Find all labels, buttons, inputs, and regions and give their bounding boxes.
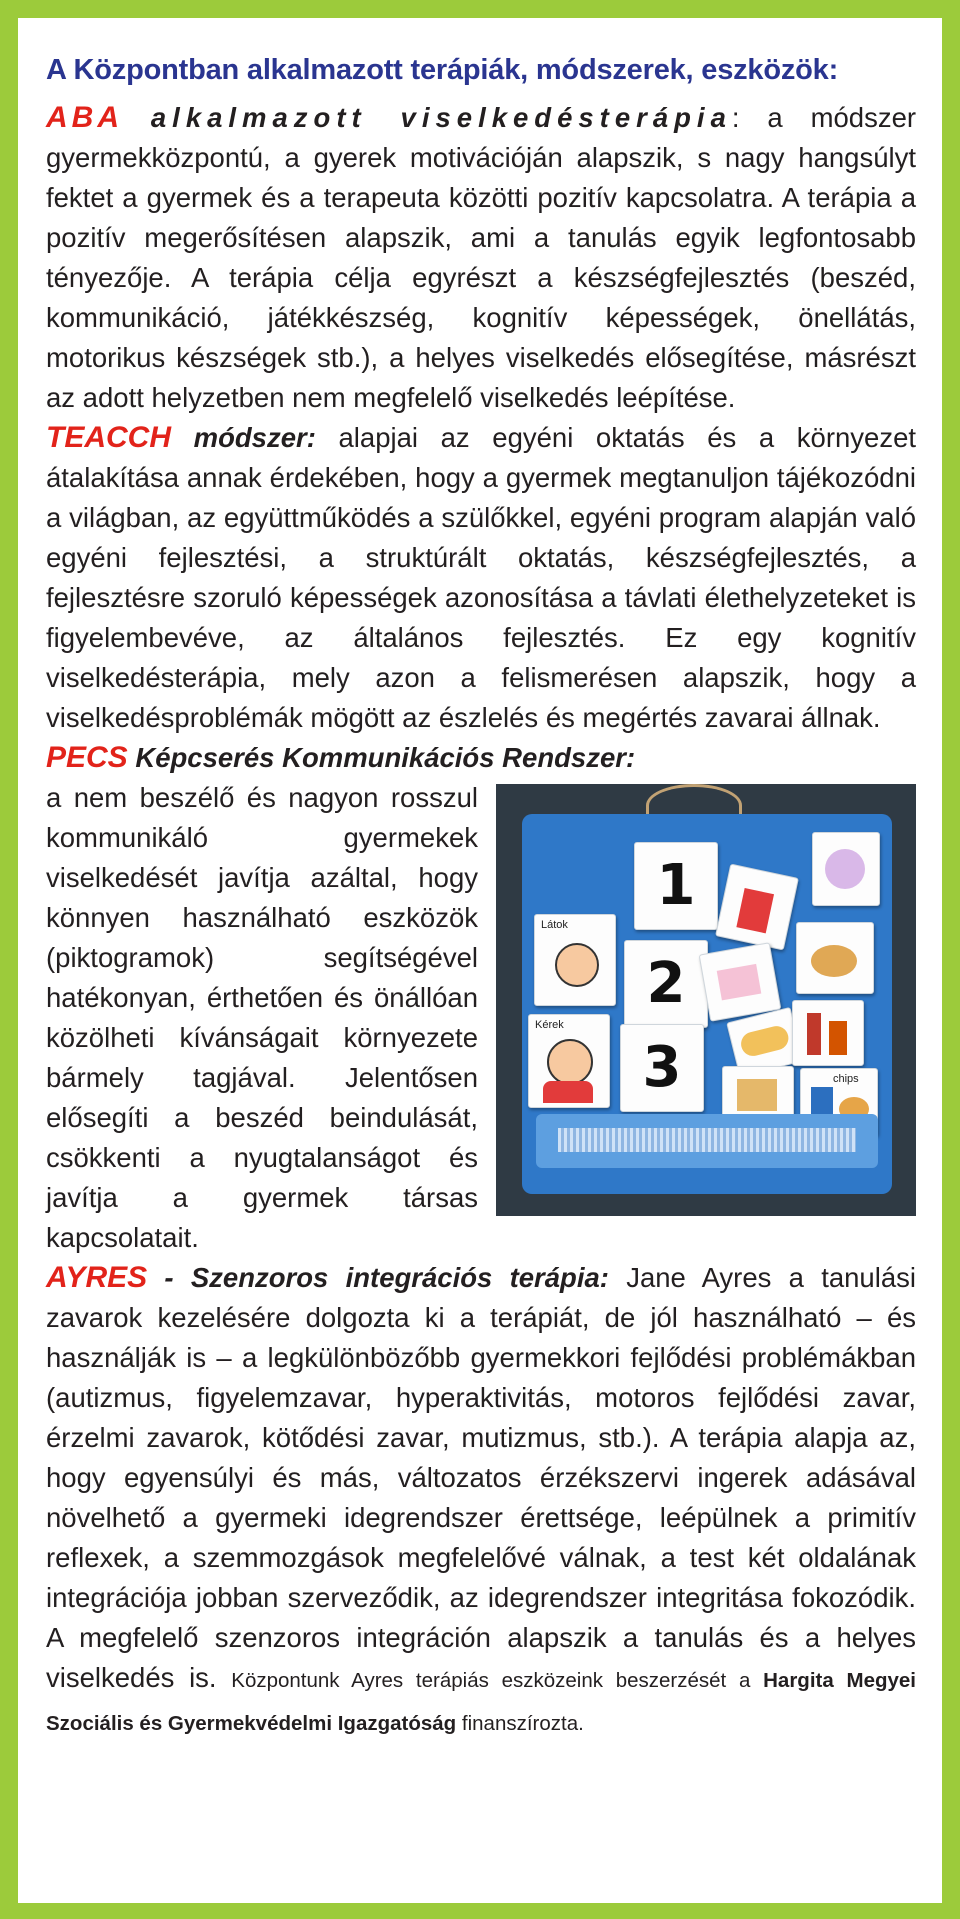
number-label-1: 1 <box>656 853 696 918</box>
ayres-subtitle: Szenzoros integrációs terápia: <box>190 1262 609 1293</box>
aba-section <box>46 98 916 418</box>
pecs-board-photo <box>496 784 916 1216</box>
pecs-paragraph <box>46 738 916 778</box>
cake-icon <box>717 964 762 1000</box>
ayres-dash: - <box>147 1262 191 1293</box>
velcro-strip <box>558 1128 856 1152</box>
biscuit-icon <box>811 945 857 977</box>
pecs-subtitle: Képcserés Kommunikációs Rendszer: <box>135 742 636 773</box>
ayres-text: Jane Ayres a tanulási zavarok kezelésére dolgozta ki a terápiát, de jól használható – és használják is – a legkülönbözőbb gyermekkori fejlődési problémákban (autizmus, figyelemzavar, hyperaktivitás, motoros fejlődési zavar, érzelmi zavarok, kötődési zavar, mutizmus, stb.). A terápia alapja az, hogy egyensúlyi és más, változatos érzékszervi ingerek adásával növelhető a gyermeki idegrendszer érettsége, leépülnek a primitív reflexek, a szemmozgások megfelelővé válnak, a test két oldalának integrációja jobban szerveződik, az idegrendszer integritása fokozódik. A megfelelő szenzoros integráción alapszik a tanulás és a helyes viselkedés is. <box>46 1262 916 1693</box>
cracker-icon <box>737 1079 777 1111</box>
funding-organization: Hargita Megyei Szociális és Gyermekvédelmi Igazgatóság <box>46 1669 916 1735</box>
number-card-2 <box>624 940 708 1028</box>
bottle-icon <box>807 1013 821 1055</box>
aba-subtitle: alkalmazott viselkedésterápia <box>150 102 732 133</box>
pictogram-card-drinks <box>792 1000 864 1066</box>
ayres-term: AYRES <box>46 1261 148 1294</box>
candy-icon <box>825 849 865 889</box>
number-card-1 <box>634 842 718 930</box>
footer-suffix: finanszírozta. <box>456 1712 584 1735</box>
pictogram-card-popcorn <box>715 864 799 951</box>
pictogram-card-biscuits <box>796 922 874 994</box>
pictogram-card-see <box>534 914 616 1006</box>
number-label-2: 2 <box>646 951 686 1016</box>
teacch-term: TEACCH <box>46 421 171 454</box>
aba-term: ABA <box>46 101 123 134</box>
pictogram-label-chips: chips <box>833 1073 859 1085</box>
teacch-section <box>46 418 916 738</box>
shirt-icon <box>543 1081 593 1103</box>
page-title: A Központban alkalmazott terápiák, módszerek, eszközök: <box>46 54 839 86</box>
pictogram-card-sweets <box>812 832 880 906</box>
popcorn-icon <box>736 888 774 933</box>
leaflet-page <box>18 18 942 1903</box>
pictogram-card-ask <box>528 1014 610 1108</box>
pictogram-label-ask: Kérek <box>535 1019 564 1031</box>
number-card-3 <box>620 1024 704 1112</box>
number-label-3: 3 <box>642 1035 682 1100</box>
pictogram-label-see: Látok <box>541 919 568 931</box>
bread-icon <box>739 1024 791 1059</box>
pecs-description: a nem beszélő és nagyon rosszul kommunikáló gyermekek viselkedését javítja azáltal, hogy könnyen használható eszközök (piktogramok) segítségével hatékonyan, érthetően és önállóan közölheti kívánságait környezete bármely tagjával. Jelentősen elősegíti a beszéd beindulását, csökkenti a nyugtalanságot és javítja a gyermek társas kapcsolatait. <box>46 782 478 1253</box>
communication-board <box>522 814 892 1194</box>
pecs-term: PECS <box>46 741 128 774</box>
pictogram-card-cake <box>699 942 782 1021</box>
sentence-strip <box>536 1114 878 1168</box>
aba-text: : a módszer gyermekközpontú, a gyerek motivációján alapszik, s nagy hangsúlyt fektet a gyermek és a terapeuta közötti pozitív kapcsolatra. A terápia a pozitív megerősítésen alapszik, ami a tanulás egyik legfontosabb tényezője. A terápia célja egyrészt a készségfejlesztés (beszéd, kommunikáció, játékkészség, kognitív képességek, önellátás, motorikus készségek stb.), a helyes viselkedés elősegítése, másrészt az adott helyzetben nem megfelelő viselkedés leépítése. <box>46 102 917 413</box>
child-icon <box>547 1039 593 1085</box>
teacch-text: alapjai az egyéni oktatás és a környezet átalakítása annak érdekében, hogy a gyermek megtanuljon tájékozódni a világban, az együttműködés a szülőkkel, egyéni program alapján való egyéni fejlesztési, a struktúrált oktatás, készségfejlesztés, a fejlesztésre szoruló képességek azonosítása a távlati élethelyzeteket is figyelembevéve, az általános fejlesztés. Ez egy kognitív viselkedésterápia, mely azon a felismerésen alapszik, hogy a viselkedésproblémák mögött az észlelés és megértés zavarai állnak. <box>46 422 917 733</box>
pecs-section <box>46 738 916 1258</box>
teacch-subtitle: módszer: <box>193 422 316 453</box>
ayres-section <box>46 1258 916 1744</box>
face-icon <box>555 943 599 987</box>
glass-icon <box>829 1021 847 1055</box>
footer-prefix: Központunk Ayres terápiás eszközeink beszerzését a <box>231 1669 764 1692</box>
